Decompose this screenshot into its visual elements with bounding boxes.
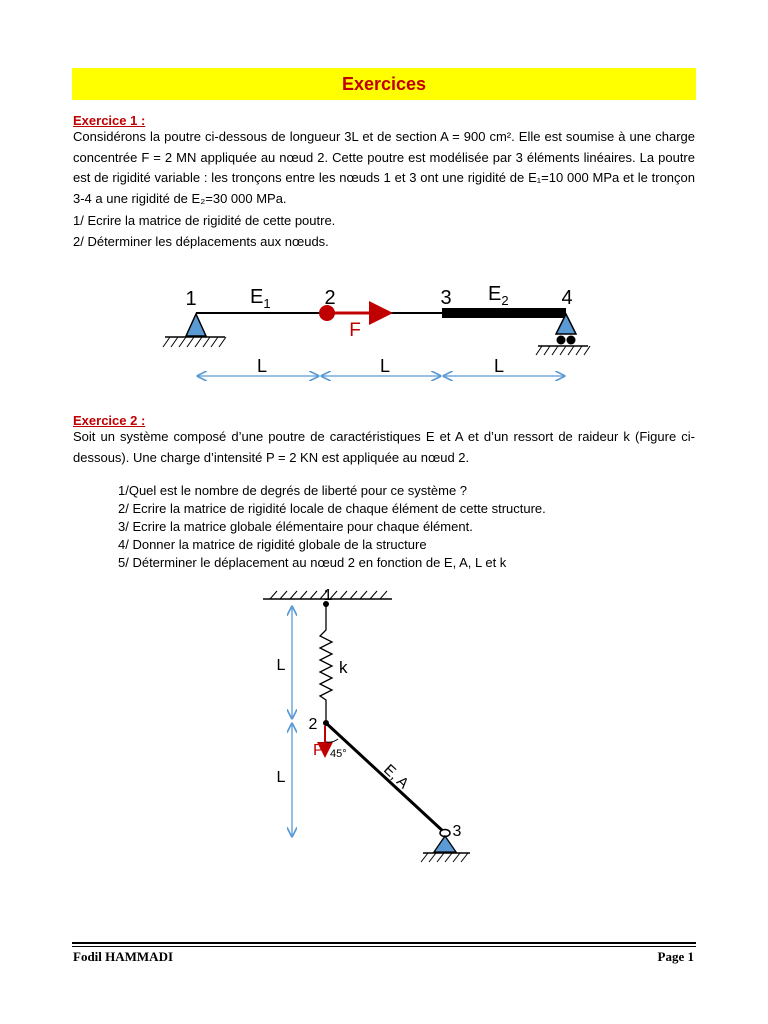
footer-page-number: Page 1	[657, 949, 694, 964]
node-label-1: 1	[323, 587, 333, 604]
load-label: P	[313, 742, 324, 759]
spring	[320, 604, 332, 723]
dim-label-1: L	[256, 356, 268, 376]
exercise-2-paragraph: Soit un système composé d’une poutre de caractéristiques E et A et d’un ressort de raideur k (Figure ci-dessous). Une charge d’intensité P = 2 KN est appliquée au nœud 2.	[73, 429, 695, 465]
footer-rule-thin	[72, 946, 696, 947]
exercise-1-question-2: 2/ Déterminer les déplacements aux nœuds.	[73, 234, 329, 249]
angle-arc	[326, 739, 338, 742]
dim-label-lower: L	[276, 769, 286, 786]
bar-label: E, A	[380, 761, 412, 793]
exercise-1-title: Exercice 1 :	[73, 113, 146, 128]
page-title: Exercices	[341, 73, 427, 94]
exercise-2-question-5: 5/ Déterminer le déplacement au nœud 2 en fonction de E, A, L et k	[118, 555, 507, 570]
angle-label: 45°	[330, 748, 347, 760]
node-label-3: 3	[452, 823, 462, 840]
exercise-2-question-2: 2/ Ecrire la matrice de rigidité locale de chaque élément de cette structure.	[118, 501, 546, 516]
dim-label-2: L	[379, 356, 391, 376]
label-e2: $E_2$	[488, 283, 509, 308]
node-label-2: 2	[324, 287, 336, 309]
label-e1: $E_1$	[250, 286, 271, 311]
exercise-2-title: Exercice 2 :	[73, 413, 146, 428]
spring-label: k	[339, 658, 348, 677]
node-label-3: 3	[440, 287, 452, 309]
node-label-2: 2	[308, 716, 318, 733]
force-label: F	[349, 320, 361, 341]
exercise-1-question-1: 1/ Ecrire la matrice de rigidité de cette poutre.	[73, 213, 336, 228]
dim-label-3: L	[493, 356, 505, 376]
exercise-1-paragraph: Considérons la poutre ci-dessous de longueur 3L et de section A = 900 cm². Elle est soumise à une charge concentrée F = 2 MN appliquée au nœud 2. Cette poutre est modélisée par 3 éléments linéaires. La poutre est de rigidité variable : les tronçons entre les nœuds 1 et 3 ont une rigidité de E₁=10 000 MPa et le tronçon 3-4 a une rigidité de E₂=30 000 MPa.	[73, 129, 695, 206]
exercise-2-question-4: 4/ Donner la matrice de rigidité globale de la structure	[118, 537, 427, 552]
exercise-2-question-3: 3/ Ecrire la matrice globale élémentaire pour chaque élément.	[118, 519, 473, 534]
footer-rule-thick	[72, 942, 696, 944]
exercise-2-question-1: 1/Quel est le nombre de degrés de liberté pour ce système ?	[118, 483, 468, 498]
dim-label-upper: L	[276, 657, 286, 674]
node-label-1: 1	[185, 288, 197, 310]
footer-author: Fodil HAMMADI	[73, 949, 174, 964]
node-label-4: 4	[561, 287, 573, 309]
